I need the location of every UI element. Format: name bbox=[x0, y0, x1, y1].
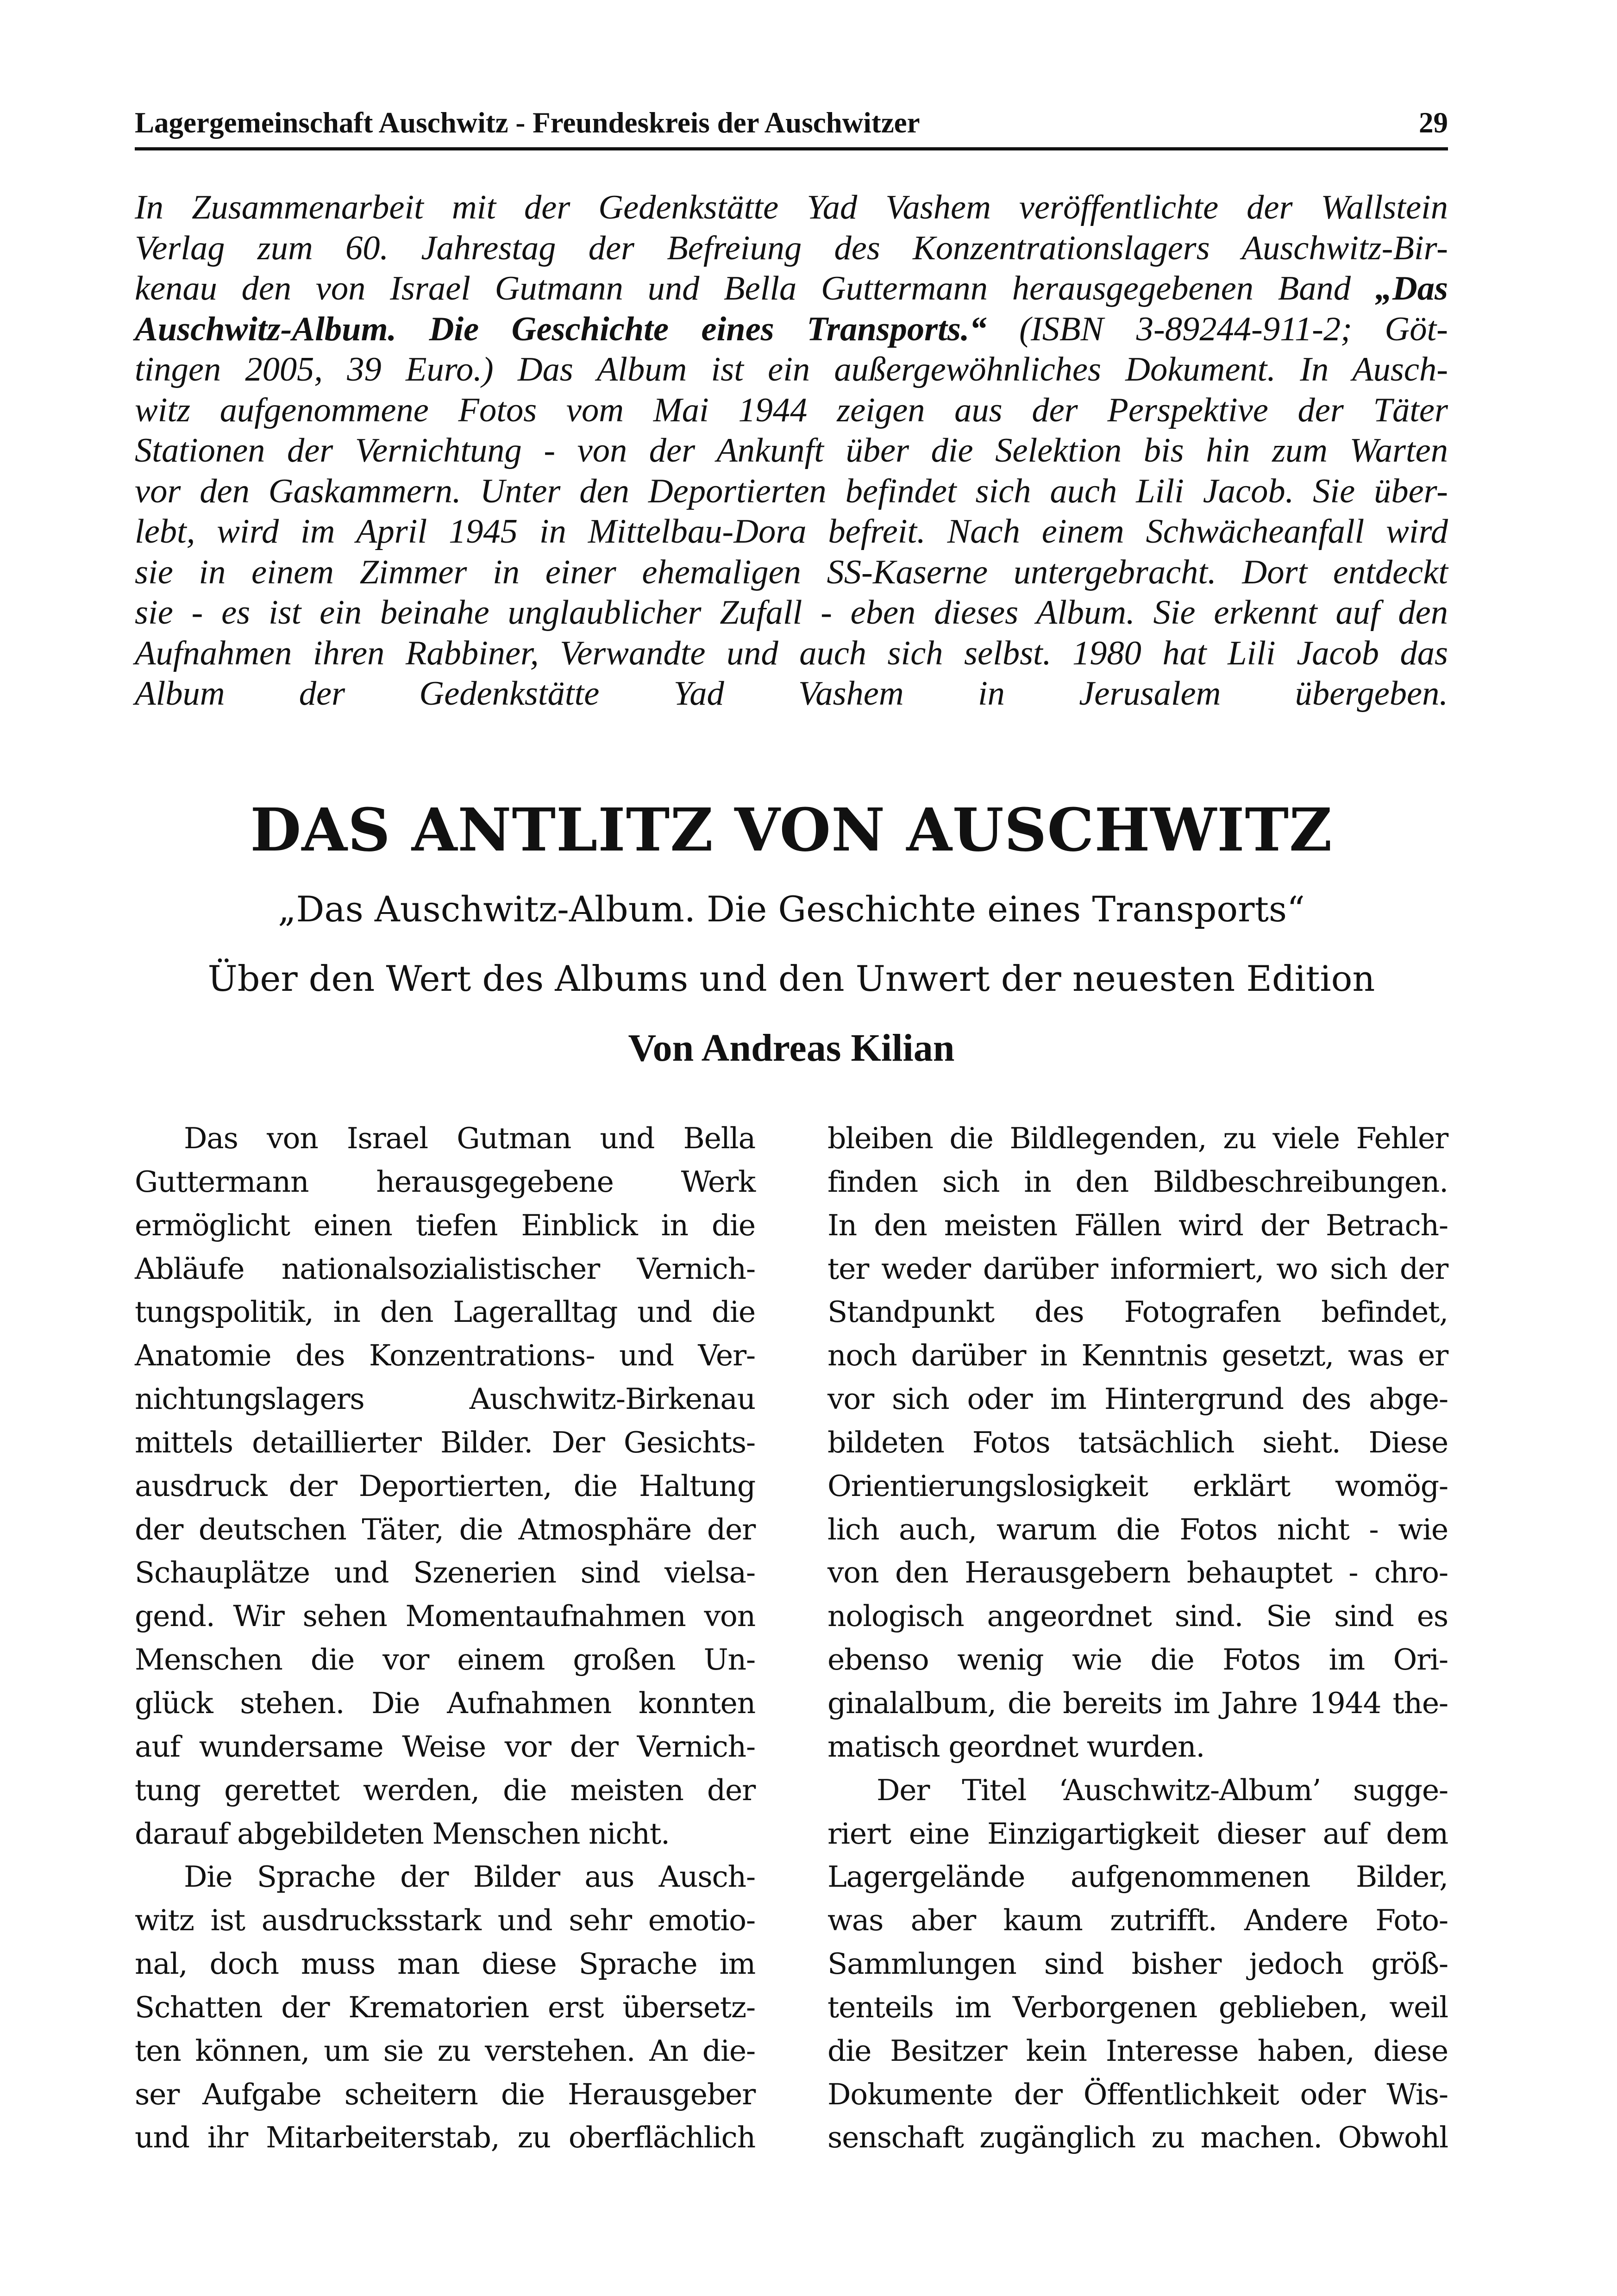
body-line: ebenso wenig wie die Fotos im Ori- bbox=[827, 1643, 1448, 1677]
intro-line bbox=[135, 269, 1448, 309]
body-line: Standpunkt des Fotografen befindet, bbox=[827, 1295, 1448, 1329]
body-line: der deutschen Täter, die Atmosphäre der bbox=[135, 1512, 755, 1546]
intro-line: Aufnahmen ihren Rabbiner, Verwandte und auch sich selbst. 1980 hat Lili Jacob das bbox=[135, 634, 1448, 672]
body-line: Menschen die vor einem großen Un- bbox=[135, 1643, 755, 1677]
intro-line: sie - es ist ein beinahe unglaublicher Zufall - eben dieses Album. Sie erkennt auf den bbox=[135, 594, 1448, 632]
body-line: Die Sprache der Bilder aus Ausch- bbox=[184, 1860, 755, 1894]
body-line: ermöglicht einen tiefen Einblick in die bbox=[135, 1208, 755, 1242]
body-line: nologisch angeordnet sind. Sie sind es bbox=[827, 1599, 1448, 1633]
body-line: gend. Wir sehen Momentaufnahmen von bbox=[135, 1599, 755, 1633]
intro-line-text: kenau den von Israel Gutmann und Bella Guttermann herausgegebenen Band bbox=[135, 269, 1375, 307]
body-line: noch darüber in Kenntnis gesetzt, was er bbox=[827, 1339, 1448, 1373]
body-line: Orientierungslosigkeit erklärt womög- bbox=[827, 1469, 1448, 1503]
intro-paragraph bbox=[135, 188, 1448, 755]
article-author: Von Andreas Kilian bbox=[628, 1026, 955, 1070]
body-line: Schauplätze und Szenerien sind vielsa- bbox=[135, 1556, 755, 1590]
body-line: von den Herausgebern behauptet - chro- bbox=[827, 1556, 1448, 1590]
intro-line: vor den Gaskammern. Unter den Deportierten befindet sich auch Lili Jacob. Sie über- bbox=[135, 472, 1448, 510]
body-line: bildeten Fotos tatsächlich sieht. Diese bbox=[827, 1425, 1448, 1459]
intro-line: Verlag zum 60. Jahrestag der Befreiung des Konzentrationslagers Auschwitz-Bir- bbox=[135, 229, 1448, 267]
body-line: Lagergelände aufgenommenen Bilder, bbox=[827, 1860, 1448, 1894]
article-subtitle: „Das Auschwitz-Album. Die Geschichte eines Transports“ bbox=[278, 888, 1305, 930]
intro-line: Album der Gedenkstätte Yad Vashem in Jerusalem übergeben. bbox=[135, 675, 1448, 713]
intro-line-text: (ISBN 3-89244-911-2; Göt- bbox=[986, 310, 1448, 348]
body-line: Schatten der Krematorien erst übersetz- bbox=[135, 1990, 755, 2024]
intro-line: lebt, wird im April 1945 in Mittelbau-Dora befreit. Nach einem Schwächeanfall wird bbox=[135, 513, 1448, 551]
body-line: Der Titel ‘Auschwitz-Album’ sugge- bbox=[877, 1773, 1448, 1807]
body-line: bleiben die Bildlegenden, zu viele Fehler bbox=[827, 1121, 1448, 1155]
body-line: tenteils im Verborgenen geblieben, weil bbox=[827, 1990, 1448, 2024]
body-line: Guttermann herausgegebene Werk bbox=[135, 1164, 755, 1199]
body-line: lich auch, warum die Fotos nicht - wie bbox=[827, 1512, 1448, 1546]
body-line: finden sich in den Bildbeschreibungen. bbox=[827, 1164, 1448, 1199]
intro-line bbox=[135, 309, 1448, 350]
body-line: witz ist ausdrucksstark und sehr emotio- bbox=[135, 1903, 755, 1938]
intro-line: Stationen der Vernichtung - von der Ankunft über die Selektion bis hin zum Warten bbox=[135, 432, 1448, 469]
body-line: mittels detaillierter Bilder. Der Gesichts- bbox=[135, 1425, 755, 1459]
body-line: Sammlungen sind bisher jedoch größ- bbox=[827, 1947, 1448, 1981]
header-rule bbox=[135, 147, 1448, 150]
body-line: ausdruck der Deportierten, die Haltung bbox=[135, 1469, 755, 1503]
intro-book-title-start: „Das bbox=[1375, 269, 1448, 307]
body-line: matisch geordnet wurden. bbox=[827, 1729, 1205, 1764]
body-line: und ihr Mitarbeiterstab, zu oberflächlich bbox=[135, 2121, 755, 2155]
page-number: 29 bbox=[1419, 106, 1448, 139]
running-head bbox=[135, 106, 1448, 140]
body-line: glück stehen. Die Aufnahmen konnten bbox=[135, 1686, 755, 1720]
body-line: nal, doch muss man diese Sprache im bbox=[135, 1947, 755, 1981]
body-line: Dokumente der Öffentlichkeit oder Wis- bbox=[827, 2077, 1448, 2111]
body-line: ginalalbum, die bereits im Jahre 1944 the- bbox=[827, 1686, 1448, 1720]
body-line: die Besitzer kein Interesse haben, diese bbox=[827, 2033, 1448, 2068]
intro-line: witz aufgenommene Fotos vom Mai 1944 zeigen aus der Perspektive der Täter bbox=[135, 391, 1448, 429]
body-line: was aber kaum zutrifft. Andere Foto- bbox=[827, 1903, 1448, 1938]
body-line: senschaft zugänglich zu machen. Obwohl bbox=[827, 2121, 1448, 2155]
article-subtitle-2: Über den Wert des Albums und den Unwert der neuesten Edition bbox=[207, 958, 1375, 999]
body-line: darauf abgebildeten Menschen nicht. bbox=[135, 1816, 670, 1851]
intro-line: In Zusammenarbeit mit der Gedenkstätte Yad Vashem veröffentlichte der Wallstein bbox=[135, 188, 1448, 226]
body-line: nichtungslagers Auschwitz-Birkenau bbox=[135, 1382, 755, 1416]
body-line: ser Aufgabe scheitern die Herausgeber bbox=[135, 2077, 755, 2111]
intro-line: sie in einem Zimmer in einer ehemaligen SS-Kaserne untergebracht. Dort entdeckt bbox=[135, 553, 1448, 591]
intro-line: tingen 2005, 39 Euro.) Das Album ist ein außergewöhnliches Dokument. In Ausch- bbox=[135, 350, 1448, 388]
body-line: Das von Israel Gutman und Bella bbox=[184, 1121, 755, 1155]
body-line: riert eine Einzigartigkeit dieser auf dem bbox=[827, 1816, 1448, 1851]
body-line: tung gerettet werden, die meisten der bbox=[135, 1773, 755, 1807]
right-column bbox=[827, 1117, 1448, 2159]
left-column bbox=[135, 1117, 755, 2159]
body-line: Abläufe nationalsozialistischer Vernich- bbox=[135, 1251, 755, 1286]
intro-book-title: Auschwitz-Album. Die Geschichte eines Transports.“ bbox=[135, 310, 987, 348]
body-line: ten können, um sie zu verstehen. An die- bbox=[135, 2033, 755, 2068]
body-line: auf wundersame Weise vor der Vernich- bbox=[135, 1729, 755, 1764]
article-title: DAS ANTLITZ VON AUSCHWITZ bbox=[250, 795, 1333, 864]
body-line: Anatomie des Konzentrations- und Ver- bbox=[135, 1339, 755, 1373]
intro-line bbox=[135, 714, 1448, 755]
body-line: ter weder darüber informiert, wo sich der bbox=[827, 1251, 1448, 1286]
body-line: tungspolitik, in den Lageralltag und die bbox=[135, 1295, 755, 1329]
body-line: vor sich oder im Hintergrund des abge- bbox=[827, 1382, 1448, 1416]
running-head-title: Lagergemeinschaft Auschwitz - Freundeskreis der Auschwitzer bbox=[135, 106, 920, 139]
body-line: In den meisten Fällen wird der Betrach- bbox=[827, 1208, 1448, 1242]
